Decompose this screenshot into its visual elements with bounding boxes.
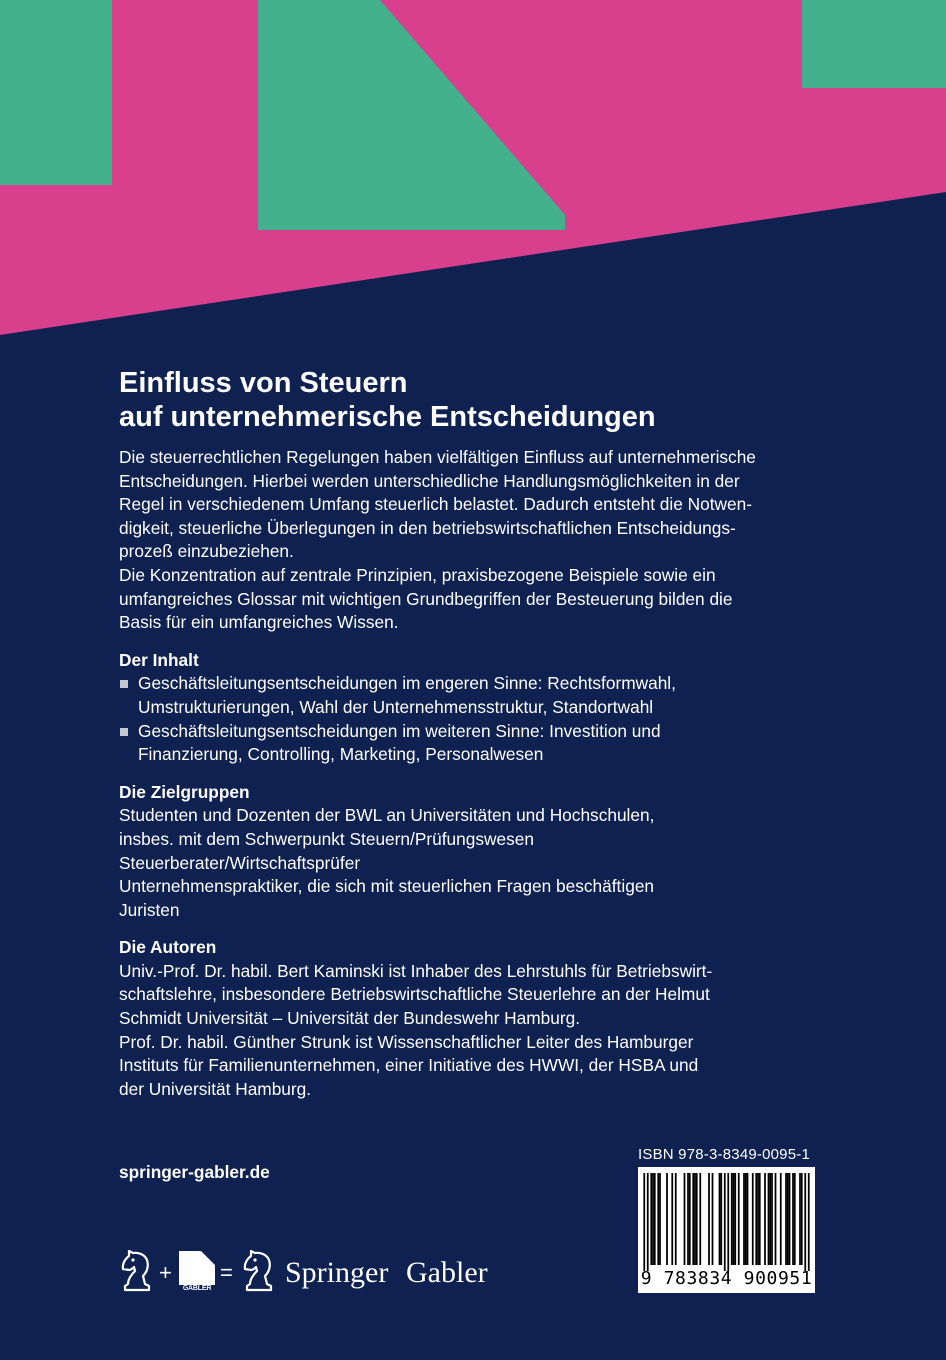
barcode-bar <box>794 1173 796 1265</box>
barcode-bar <box>708 1173 710 1265</box>
barcode-bar <box>743 1173 745 1265</box>
barcode-bar <box>734 1173 736 1265</box>
barcode-bar <box>657 1173 659 1265</box>
header-geometric-graphic <box>0 0 946 340</box>
section-autoren <box>119 936 839 1101</box>
intro-line: digkeit, steuerliche Überlegungen in den betriebswirtschaftlichen Entscheidungs- <box>119 517 736 538</box>
gabler-logo-icon <box>179 1251 215 1295</box>
barcode-bar <box>787 1173 789 1265</box>
barcode-bar <box>733 1173 735 1265</box>
list-item-line: Finanzierung, Controlling, Marketing, Personalwesen <box>138 744 544 765</box>
barcode-bar <box>650 1173 652 1265</box>
gabler-mini-label: GABLER <box>182 1285 212 1292</box>
barcode-bars <box>638 1167 815 1271</box>
barcode-bar <box>804 1173 806 1271</box>
barcode-bar <box>792 1173 794 1265</box>
barcode-bar <box>752 1173 754 1265</box>
barcode-bar <box>789 1173 791 1265</box>
intro-line: Die steuerrechtlichen Regelungen haben vielfältigen Einfluss auf unternehmerische <box>119 447 756 467</box>
barcode-bar <box>720 1173 722 1265</box>
isbn-label: ISBN 978-3-8349-0095-1 <box>638 1146 811 1163</box>
barcode-bar <box>689 1173 691 1265</box>
barcode-bar <box>666 1173 668 1265</box>
title-line: Einfluss von Steuern <box>119 367 408 399</box>
zielgruppen-line: insbes. mit dem Schwerpunkt Steuern/Prüfungswesen <box>119 828 534 849</box>
inhalt-list <box>119 672 839 766</box>
barcode-bar <box>659 1173 661 1265</box>
back-cover-text <box>119 366 839 1101</box>
barcode-bar <box>775 1173 777 1265</box>
barcode-bar <box>759 1173 761 1265</box>
autoren-line: der Universität Hamburg. <box>119 1078 312 1099</box>
section-heading-inhalt: Der Inhalt <box>119 649 199 670</box>
barcode-bar <box>647 1173 649 1271</box>
zielgruppen-line: Juristen <box>119 899 180 920</box>
autoren-line: Schmidt Universität – Universität der Bundeswehr Hamburg. <box>119 1008 581 1029</box>
springer-chess-knight-icon <box>241 1250 277 1294</box>
barcode-bar <box>808 1173 810 1271</box>
autoren-line: Instituts für Familienunternehmen, einer Initiative des HWWI, der HSBA und <box>119 1055 699 1076</box>
barcode-bar <box>771 1173 773 1265</box>
barcode-bar <box>671 1173 673 1265</box>
barcode-bar <box>654 1173 656 1265</box>
publisher-website-link[interactable]: springer-gabler.de <box>119 1162 270 1182</box>
barcode-bar <box>712 1173 714 1265</box>
barcode-bar <box>699 1173 701 1265</box>
barcode-bar <box>757 1173 759 1265</box>
barcode-bar <box>694 1173 696 1265</box>
springer-chess-knight-icon <box>119 1250 155 1294</box>
barcode-bar <box>764 1173 766 1265</box>
barcode-digits: 9 783834 900951 <box>640 1268 813 1289</box>
barcode-bar <box>785 1173 787 1265</box>
barcode-bar <box>780 1173 782 1265</box>
section-heading-autoren: Die Autoren <box>119 937 217 958</box>
barcode-bar <box>801 1173 803 1265</box>
barcode-bar <box>769 1173 771 1265</box>
barcode-bar <box>719 1173 721 1265</box>
barcode-bar <box>652 1173 654 1265</box>
intro-line: prozeß einzubeziehen. <box>119 541 294 562</box>
barcode-bar <box>675 1173 677 1265</box>
barcode-bar <box>692 1173 694 1265</box>
barcode-bar <box>745 1173 747 1265</box>
barcode-bar <box>643 1173 645 1271</box>
intro-paragraph <box>119 446 839 635</box>
section-inhalt <box>119 649 839 767</box>
list-item-line: Geschäftsleitungsentscheidungen im engeren Sinne: Rechtsformwahl, <box>138 673 676 694</box>
barcode-bar <box>687 1173 689 1265</box>
barcode-bar <box>696 1173 698 1265</box>
barcode-bar <box>738 1173 740 1265</box>
logo-equals: = <box>220 1260 233 1285</box>
zielgruppen-line: Studenten und Dozenten der BWL an Universitäten und Hochschulen, <box>119 805 655 826</box>
list-item-line: Geschäftsleitungsentscheidungen im weiteren Sinne: Investition und <box>138 720 661 741</box>
book-title <box>119 366 839 434</box>
barcode-bar <box>731 1173 733 1265</box>
barcode-bar <box>684 1173 686 1265</box>
list-item-line: Umstrukturierungen, Wahl der Unternehmensstruktur, Standortwahl <box>138 696 654 717</box>
publisher-logo <box>119 1248 519 1298</box>
section-zielgruppen <box>119 781 839 923</box>
intro-line: Entscheidungen. Hierbei werden unterschiedliche Handlungsmöglichkeiten in der <box>119 470 740 491</box>
intro-line: umfangreiches Glossar mit wichtigen Grundbegriffen der Besteuerung bilden die <box>119 588 733 609</box>
intro-line: Basis für ein umfangreiches Wissen. <box>119 612 399 633</box>
zielgruppen-line: Steuerberater/Wirtschaftsprüfer <box>119 852 361 873</box>
intro-line: Die Konzentration auf zentrale Prinzipien, praxisbezogene Beispiele sowie ein <box>119 564 716 585</box>
barcode-bar <box>799 1173 801 1265</box>
isbn-barcode <box>638 1167 815 1293</box>
list-item <box>119 672 839 719</box>
barcode-bar <box>724 1173 726 1271</box>
list-item <box>119 720 839 767</box>
logo-gabler-text: Gabler <box>406 1256 488 1289</box>
autoren-line: Prof. Dr. habil. Günther Strunk ist Wissenschaftlicher Leiter des Hamburger <box>119 1031 694 1052</box>
autoren-line: schaftslehre, insbesondere Betriebswirtschaftliche Steuerlehre an der Helmut <box>119 984 710 1005</box>
barcode-bar <box>755 1173 757 1265</box>
barcode-bar <box>747 1173 749 1265</box>
logo-plus: + <box>159 1260 172 1285</box>
intro-line: Regel in verschiedenem Umfang steuerlich belastet. Dadurch entsteht die Notwen- <box>119 494 753 515</box>
square-bullet-icon <box>120 680 128 688</box>
barcode-bar <box>768 1173 770 1265</box>
title-line: auf unternehmerische Entscheidungen <box>119 401 656 433</box>
square-bullet-icon <box>120 728 128 736</box>
autoren-line: Univ.-Prof. Dr. habil. Bert Kaminski ist Inhaber des Lehrstuhls für Betriebswirt- <box>119 960 713 981</box>
logo-springer-text: Springer <box>285 1256 389 1289</box>
section-heading-zielgruppen: Die Zielgruppen <box>119 781 250 802</box>
zielgruppen-line: Unternehmenspraktiker, die sich mit steuerlichen Fragen beschäftigen <box>119 876 655 897</box>
barcode-bar <box>727 1173 729 1271</box>
